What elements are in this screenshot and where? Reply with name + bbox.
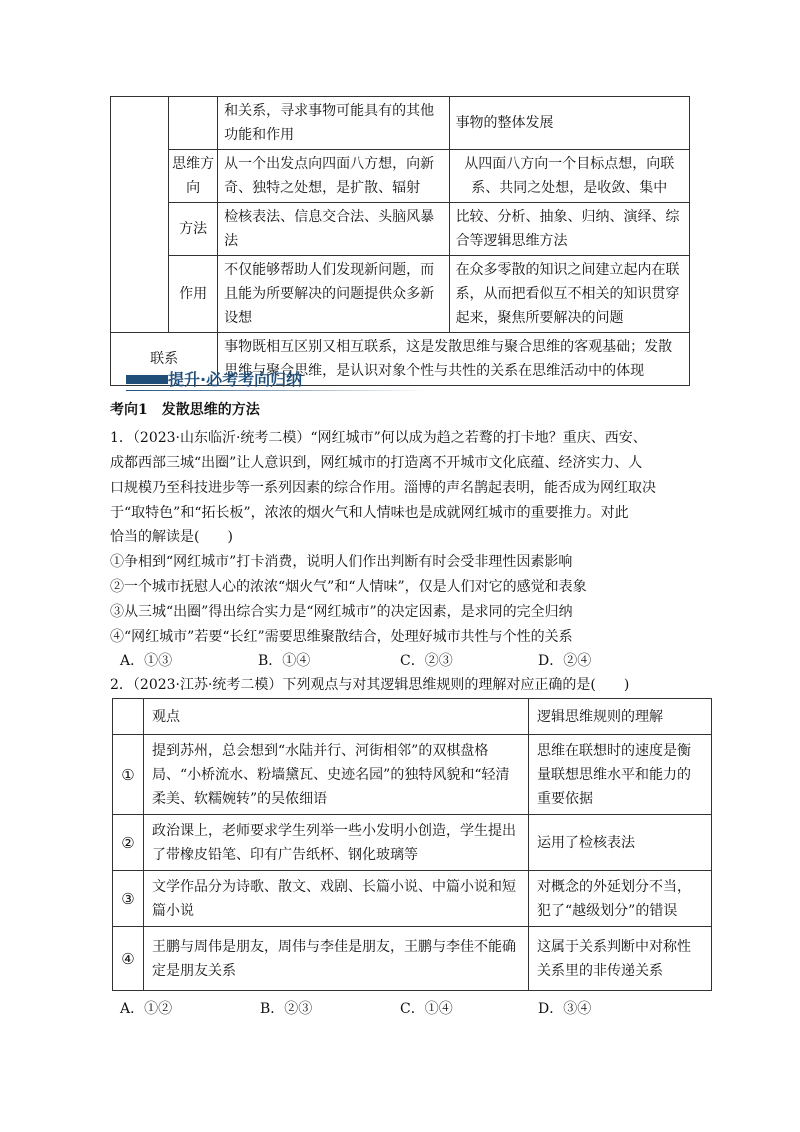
relation-content-cell: 事物既相互区别又相互联系，这是发散思维与聚合思维的客观基础；发散思维与聚合思维，是认识对象个性与共性的关系在思维活动中的体现 [218,333,690,386]
table-row [113,699,712,735]
table-cell-empty [113,699,144,735]
table-cell-empty [169,97,218,150]
q2-option-c[interactable]: C．①④ [400,1001,453,1017]
rule-cell: 思维在联想时的速度是衡量联想思维水平和能力的重要依据 [529,735,712,815]
divergent-function-cell: 和关系，寻求事物可能具有的其他功能和作用 [218,97,449,150]
banner-title: 提升·必考考向归纳 [168,370,303,389]
q1-statement: ①争相到“网红城市”打卡消费，说明人们作出判断有时会受非理性因素影响 [110,554,573,570]
divergent-method-cell: 检核表法、信息交合法、头脑风暴法 [218,203,449,256]
banner-bar [126,375,168,384]
table-row [113,927,712,991]
table-cell-empty [111,97,169,333]
rule-cell: 运用了检核表法 [529,815,712,871]
view-cell: 文学作品分为诗歌、散文、戏剧、长篇小说、中篇小说和短篇小说 [144,871,529,927]
row-number: ② [113,815,144,871]
convergent-method-cell: 比较、分析、抽象、归纳、演绎、综合等逻辑思维方法 [449,203,689,256]
divergent-direction-cell: 从一个出发点向四面八方想，向新奇、独特之处想，是扩散、辐射 [218,150,449,203]
banner-underline [126,390,430,391]
convergent-function-cell: 事物的整体发展 [449,97,689,150]
section-banner [118,369,430,391]
q2-option-d[interactable]: D．③④ [538,1001,592,1017]
table-row [111,97,690,150]
header-rule: 逻辑思维规则的理解 [529,699,712,735]
row-number: ③ [113,871,144,927]
row-number: ④ [113,927,144,991]
row-label-effect: 作用 [169,256,218,333]
table-row [113,815,712,871]
q1-stem-line: 1．（2023·山东临沂·统考二模）“网红城市”何以成为趋之若鹜的打卡地？重庆、西安、 [110,430,647,446]
row-label-relation: 联系 [111,333,218,386]
q1-option-a[interactable]: A．①③ [120,653,173,669]
q2-option-a[interactable]: A．①② [120,1001,173,1017]
q2-stem: 2．（2023·江苏·统考二模）下列观点与对其逻辑思维规则的理解对应正确的是( ) [110,677,630,693]
q1-stem-line: 恰当的解读是( ) [110,529,233,545]
table-row [111,203,690,256]
section-heading: 考向1 发散思维的方法 [110,402,260,418]
table-row [113,735,712,815]
row-label-method: 方法 [169,203,218,256]
q1-stem-line: 口规模乃至科技进步等一系列因素的综合作用。淄博的声名鹊起表明，能否成为网红取决 [110,480,656,496]
q1-statement: ③从三城“出圈”得出综合实力是“网红城市”的决定因素，是求同的完全归纳 [110,604,573,620]
q1-stem-line: 于“取特色”和“拓长板”，浓浓的烟火气和人情味也是成就网红城市的重要推力。对此 [110,505,629,521]
q2-option-b[interactable]: B．②③ [260,1001,313,1017]
table-row [113,871,712,927]
row-number: ① [113,735,144,815]
q1-option-c[interactable]: C．②③ [400,653,453,669]
q1-statement: ②一个城市抚慰人心的浓浓“烟火气”和“人情味”，仅是人们对它的感觉和表象 [110,579,587,595]
divergent-effect-cell: 不仅能够帮助人们发现新问题，而且能为所要解决的问题提供众多新设想 [218,256,449,333]
convergent-direction-cell: 从四面八方向一个目标点想，向联系、共同之处想，是收敛、集中 [449,150,689,203]
view-cell: 提到苏州，总会想到“水陆并行、河街相邻”的双棋盘格局、“小桥流水、粉墙黛瓦、史迹名园”的独特风貌和“轻清柔美、软糯婉转”的吴侬细语 [144,735,529,815]
q2-table [112,698,712,991]
q1-option-b[interactable]: B．①④ [258,653,311,669]
thinking-comparison-table [110,96,690,386]
convergent-effect-cell: 在众多零散的知识之间建立起内在联系，从而把看似互不相关的知识贯穿起来，聚焦所要解决的问题 [449,256,689,333]
table-row [111,150,690,203]
rule-cell: 这属于关系判断中对称性关系里的非传递关系 [529,927,712,991]
view-cell: 王鹏与周伟是朋友，周伟与李佳是朋友，王鹏与李佳不能确定是朋友关系 [144,927,529,991]
q1-statement: ④“网红城市”若要“长红”需要思维聚散结合，处理好城市共性与个性的关系 [110,629,573,645]
view-cell: 政治课上，老师要求学生列举一些小发明小创造，学生提出了带橡皮铅笔、印有广告纸杯、钢化玻璃等 [144,815,529,871]
q1-option-d[interactable]: D．②④ [538,653,592,669]
header-view: 观点 [144,699,529,735]
table-row [111,256,690,333]
rule-cell: 对概念的外延划分不当，犯了“越级划分”的错误 [529,871,712,927]
q1-stem-line: 成都西部三城“出圈”让人意识到，网红城市的打造离不开城市文化底蕴、经济实力、人 [110,455,643,471]
row-label-direction: 思维方向 [169,150,218,203]
